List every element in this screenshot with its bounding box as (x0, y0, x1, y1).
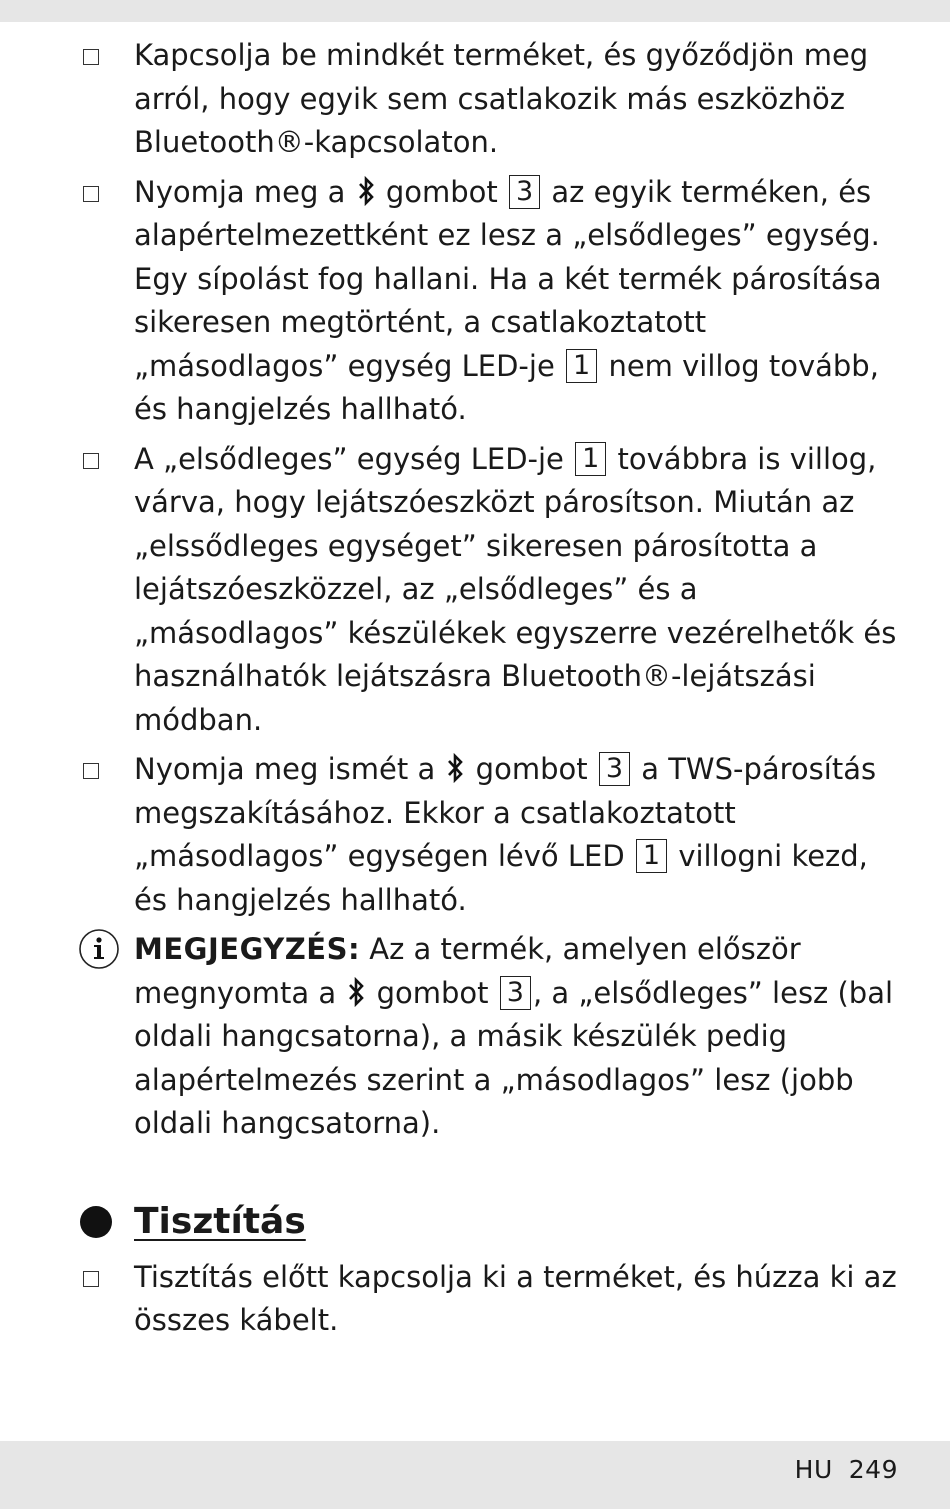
reference-number: 3 (599, 752, 630, 786)
list-item (0, 34, 950, 165)
item-text: villogni kezd, és hangjelzés hallható. (134, 839, 868, 917)
item-text: az egyik terméken, és alapértelmezettként ez lesz a „elsődleges” egység. Egy sípolást fog hallani. Ha a két termék párosítása sikeresen megtörtént, a csatlakoztatott „másodlagos” egység LED-je (134, 174, 882, 383)
item-text: nem villog tovább, és hangjelzés hallható. (134, 348, 879, 426)
list-item (0, 1256, 950, 1343)
note-block (0, 928, 950, 1146)
item-text: Nyomja meg a (134, 174, 346, 209)
bluetooth-icon (357, 176, 375, 206)
note-text: , a „elsődleges” lesz (bal oldali hangcsatorna), a másik készülék pedig alapértelmezés szerint a „másodlagos” lesz (jobb oldali hangcsatorna). (134, 975, 894, 1140)
item-text: továbbra is villog, várva, hogy lejátszóeszközt párosítson. Miután az „elssődleges egységet” sikeresen párosította a lejátszóeszközzel, az „elsődleges” és a „másodlagos” készülékek egyszerre vezérelhetők és használhatók lejátszásra Bluetooth®-lejátszási módban. (134, 441, 897, 737)
note-text: gombot (376, 975, 489, 1010)
list-item (0, 171, 950, 432)
reference-number: 1 (575, 442, 606, 476)
checkbox-icon (83, 763, 99, 779)
page-number: 249 (848, 1455, 898, 1484)
checkbox-icon (83, 186, 99, 202)
item-text: Tisztítás előtt kapcsolja ki a terméket, és húzza ki az összes kábelt. (134, 1259, 897, 1337)
section-heading (0, 1200, 950, 1248)
list-item (0, 748, 950, 922)
checkbox-icon (83, 1271, 99, 1287)
checkbox-icon (83, 453, 99, 469)
note-text: Az a termék, amelyen először megnyomta a (134, 932, 801, 1010)
page-footer (795, 1455, 898, 1484)
item-text: Kapcsolja be mindkét terméket, és győződjön meg arról, hogy egyik sem csatlakozik más eszközhöz Bluetooth®-kapcsolaton. (134, 38, 869, 159)
top-band (0, 0, 950, 22)
bluetooth-icon (446, 753, 464, 783)
footer-language: HU (794, 1455, 833, 1484)
list-item (0, 438, 950, 743)
reference-number: 3 (509, 175, 540, 209)
item-text: gombot (385, 174, 498, 209)
section-title: Tisztítás (134, 1200, 306, 1242)
reference-number: 1 (636, 839, 667, 873)
bullet-icon (80, 1206, 112, 1238)
item-text: A „elsődleges” egység LED-je (134, 441, 564, 476)
item-text: gombot (475, 752, 588, 786)
note-label: MEGJEGYZÉS: (134, 932, 361, 966)
item-text: Nyomja meg ismét a (134, 752, 436, 786)
page-content (0, 34, 950, 1349)
info-icon (78, 928, 120, 970)
checkbox-icon (83, 49, 99, 65)
bluetooth-icon (347, 977, 365, 1007)
reference-number: 3 (500, 976, 531, 1010)
reference-number: 1 (566, 349, 597, 383)
item-text: a TWS-párosítás megszakításához. Ekkor a csatlakoztatott „másodlagos” egységen lévő LED (134, 752, 877, 873)
